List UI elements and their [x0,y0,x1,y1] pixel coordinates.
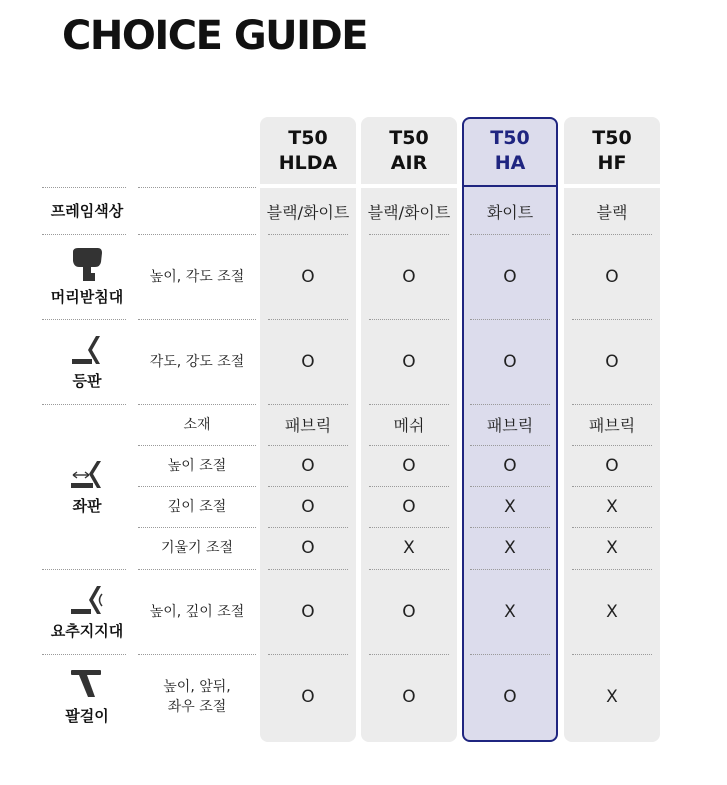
table-cell: O [503,686,517,707]
category-headrest [42,234,132,319]
table-cell: X [504,601,516,622]
column-header-line2: HA [494,152,526,174]
feature-seat-material: 소재 [183,416,211,433]
category-label: 프레임색상 [50,202,124,220]
table-cell: O [605,351,619,372]
feature-lumbar-adjust: 높이, 깊이 조절 [149,603,245,620]
table-cell: 블랙 [596,202,628,222]
category-lumbar [42,569,132,654]
table-cell: X [606,496,618,517]
feature-line1: 높이, 앞뒤, [163,678,231,695]
column-header-hf [564,117,660,185]
row-divider [138,187,256,188]
table-cell: 패브릭 [486,416,534,435]
table-cell: X [504,496,516,517]
feature-seat-depth: 깊이 조절 [167,498,227,515]
category-seat [42,404,132,569]
table-cell: O [402,266,416,287]
table-cell: O [301,601,315,622]
column-header-ha [462,117,558,185]
column-header-line1: T50 [592,127,632,149]
table-cell: O [301,496,315,517]
page-title: CHOICE GUIDE [62,13,368,59]
table-cell: X [403,538,415,558]
category-frame-color [42,188,132,234]
table-cell: O [402,455,416,476]
column-header-line1: T50 [490,127,530,149]
table-cell: O [605,455,619,476]
armrest-icon [69,667,105,703]
backrest-icon [70,332,104,368]
feature-seat-height: 높이 조절 [167,457,227,474]
table-cell: O [402,351,416,372]
column-header-line1: T50 [389,127,429,149]
table-cell: O [402,686,416,707]
lumbar-support-icon [69,582,105,618]
table-cell: O [503,351,517,372]
column-header-line2: AIR [390,152,428,174]
feature-headrest-adjust: 높이, 각도 조절 [149,268,245,285]
category-armrest [42,654,132,739]
table-cell: O [301,455,315,476]
category-label: 팔걸이 [65,707,109,725]
table-cell: O [503,266,517,287]
headrest-icon [70,246,104,284]
seat-icon [69,457,105,493]
feature-seat-tilt: 기울기 조절 [160,540,234,556]
table-cell: O [301,686,315,707]
column-header-line2: HF [597,152,627,174]
table-cell: O [301,538,315,558]
category-label: 등판 [72,372,102,390]
column-header-air [361,117,457,185]
table-cell: O [402,496,416,517]
table-cell: 패브릭 [284,416,332,435]
table-cell: 블랙/화이트 [367,202,451,222]
table-cell: O [402,601,416,622]
table-cell: X [606,538,618,558]
column-header-hlda [260,117,356,185]
category-label: 좌판 [72,497,102,515]
feature-backrest-adjust: 각도, 강도 조절 [149,353,245,370]
table-cell: X [504,538,516,558]
table-cell: O [301,266,315,287]
column-header-line2: HLDA [278,152,338,174]
category-label: 요추지지대 [50,622,124,640]
table-cell: 화이트 [486,202,534,222]
table-cell: X [606,686,618,707]
header-separator [464,185,556,187]
table-cell: O [503,455,517,476]
feature-line2: 좌우 조절 [167,698,227,715]
table-cell: 블랙/화이트 [266,202,350,222]
table-cell: 패브릭 [588,416,636,435]
table-cell: X [606,601,618,622]
category-backrest [42,319,132,404]
category-label: 머리받침대 [50,288,124,306]
table-cell: 메쉬 [393,416,425,435]
feature-armrest-adjust [138,654,256,739]
column-header-line1: T50 [288,127,328,149]
table-cell: O [605,266,619,287]
table-cell: O [301,351,315,372]
